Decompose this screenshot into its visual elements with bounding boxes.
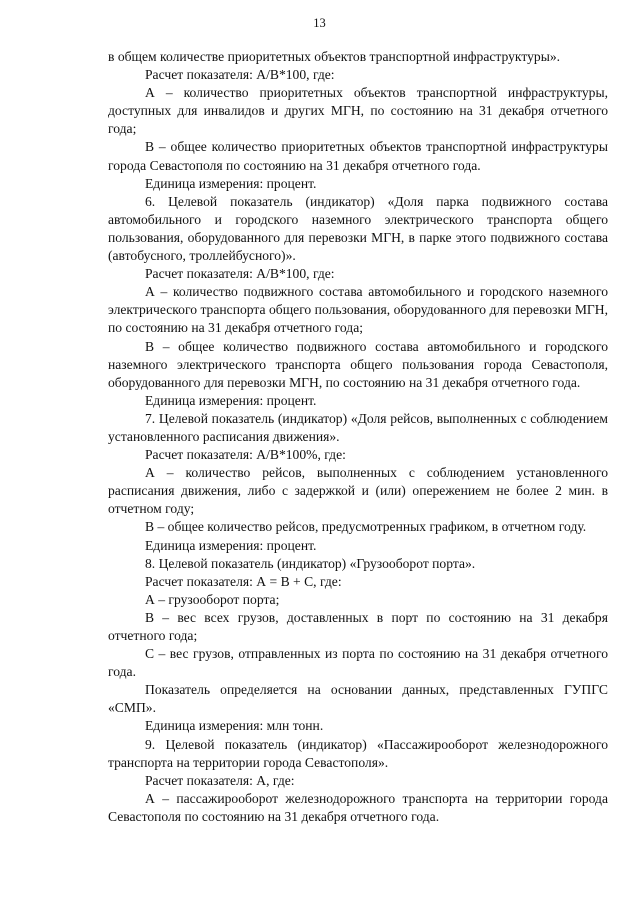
paragraph-17: Расчет показателя: А = В + С, где: [145, 573, 342, 589]
paragraph-23: 9. Целевой показатель (индикатор) «Пассажирооборот железнодорожного транспорта на территории города Севастополя». [108, 736, 608, 770]
paragraph-9: В – общее количество подвижного состава автомобильного и городского наземного электрического транспорта общего пользования города Севастополя, оборудованного для перевозки МГН, по состоянию на 31 декабря отчетного года. [108, 338, 608, 390]
paragraph-13: А – количество рейсов, выполненных с соблюдением установленного расписания движения, либо с задержкой и (или) опережением не более 2 мин. в отчетном году; [108, 465, 608, 517]
paragraph-11: 7. Целевой показатель (индикатор) «Доля рейсов, выполненных с соблюдением установленного расписания движения». [108, 410, 608, 444]
paragraph-3: А – количество приоритетных объектов транспортной инфраструктуры, доступных для инвалидов и других МГН, по состоянию на 31 декабря отчетного года; [108, 85, 608, 137]
page-number: 13 [313, 16, 326, 30]
paragraph-7: Расчет показателя: А/В*100, где: [145, 266, 335, 282]
paragraph-22: Единица измерения: млн тонн. [145, 718, 324, 734]
paragraph-24: Расчет показателя: А, где: [145, 772, 295, 788]
paragraph-8: А – количество подвижного состава автомобильного и городского наземного электрического транспорта общего пользования, оборудованного для перевозки МГН, по состоянию на 31 декабря отчетного года; [108, 284, 608, 336]
paragraph-14: В – общее количество рейсов, предусмотренных графиком, в отчетном году. [145, 519, 587, 535]
paragraph-10: Единица измерения: процент. [145, 392, 317, 408]
paragraph-4: В – общее количество приоритетных объектов транспортной инфраструктуры города Севастополя по состоянию на 31 декабря отчетного года. [108, 139, 608, 173]
paragraph-25: А – пассажирооборот железнодорожного транспорта на территории города Севастополя по состоянию на 31 декабря отчетного года. [108, 790, 608, 824]
paragraph-6: 6. Целевой показатель (индикатор) «Доля парка подвижного состава автомобильного и городского наземного электрического транспорта общего пользования, оборудованного для перевозки МГН, в парке этого подвижного состава (автобусного, троллейбусного)». [108, 193, 608, 264]
paragraph-2: Расчет показателя: А/В*100, где: [145, 67, 335, 83]
paragraph-21: Показатель определяется на основании данных, представленных ГУПГС «СМП». [108, 682, 608, 716]
paragraph-16: 8. Целевой показатель (индикатор) «Грузооборот порта». [145, 555, 476, 571]
paragraph-12: Расчет показателя: А/В*100%, где: [145, 447, 346, 463]
paragraph-19: В – вес всех грузов, доставленных в порт по состоянию на 31 декабря отчетного года; [108, 609, 608, 643]
paragraph-15: Единица измерения: процент. [145, 537, 317, 553]
document-body [108, 48, 608, 826]
paragraph-18: А – грузооборот порта; [145, 591, 280, 607]
paragraph-1: в общем количестве приоритетных объектов транспортной инфраструктуры». [108, 49, 561, 64]
paragraph-5: Единица измерения: процент. [145, 175, 317, 191]
paragraph-20: С – вес грузов, отправленных из порта по состоянию на 31 декабря отчетного года. [108, 646, 608, 680]
